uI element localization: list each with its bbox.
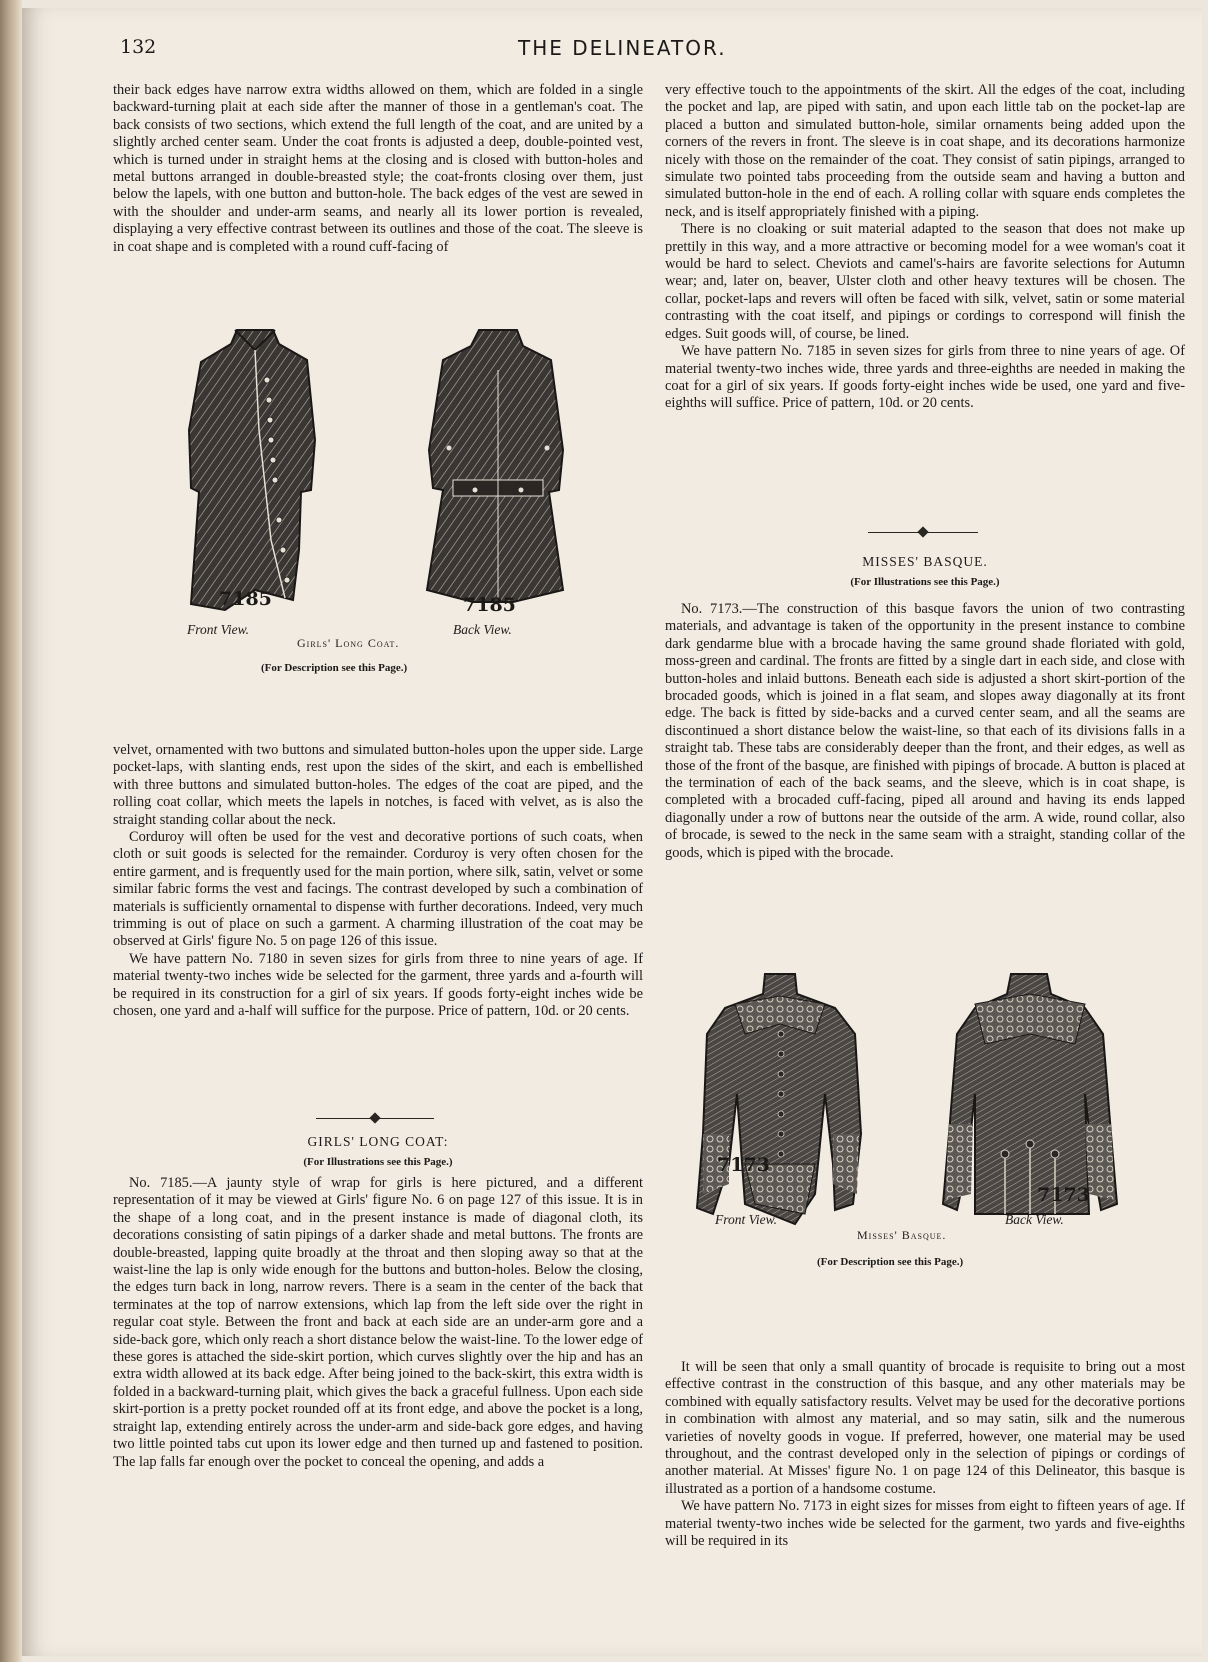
figure-number-back: 7185 — [463, 594, 516, 616]
figure-number-front: 7185 — [219, 588, 272, 610]
paragraph: velvet, ornamented with two buttons and simulated button-holes upon the upper side. Large pocket-laps, with slanting ends, rest upon the sides of the skirt, and each is embellished with three buttons and simulated button-holes. The edges of the coat are piped, and the rolling coat collar, which meets the lapels in notches, is faced with velvet, as is also the straight standing collar about the neck. — [113, 742, 643, 828]
left-column-text-top — [113, 82, 643, 256]
figure-label-front-view: Front View. — [715, 1212, 777, 1227]
paragraph: We have pattern No. 7185 in seven sizes for girls from three to nine years of age. Of material twenty-two inches wide, three yards and three-eighths are needed in making the coat for a girl of six years. If goods forty-eight inches wide be used, one yard and five-eighths will suffice. Price of pattern, 10d. or 20 cents. — [665, 343, 1185, 412]
section-divider-ornament — [868, 532, 978, 533]
paragraph: It will be seen that only a small quantity of brocade is requisite to bring out a most effective contrast in the construction of this basque, and any other materials may be combined with equally satisfactory results. Velvet may be used for the decorative portions in combination with almost any material, and so may satin, silk and the numerous varieties of novelty goods in vogue. If preferred, however, one material may be used throughout, and the contrast developed only in the selection of pipings or cordings of another material. At Misses' figure No. 1 on page 124 of this Delineator, this basque is illustrated as a portion of a handsome costume. — [665, 1359, 1185, 1497]
right-column-text-bottom — [665, 1359, 1185, 1550]
section-title: GIRLS' LONG COAT: — [307, 1134, 449, 1149]
figure-description-note: (For Description see this Page.) — [261, 662, 408, 674]
basque-front-view-illustration — [685, 964, 875, 1264]
figure-girls-long-coat — [113, 300, 643, 720]
paragraph: No. 7173.—The construction of this basque favors the union of two contrasting materials, and advantage is taken of the opportunity in the present instance to combine dark gendarme blue with a brocade having the same ground shade floriated with gold, moss-green and cardinal. The fronts are fitted by a single dart in each side, and close with button-holes and inlaid buttons. Beneath each side is adjusted a short skirt-portion of the brocaded goods, which is joined in a flat seam, and slopes away diagonally at its front edge. The back is fitted by side-backs and a curved center seam, and all the seams are discontinued a short distance below the waist-line, so that each of its divisions falls in a straight tab. These tabs are considerably deeper than the front, and their edges, as well as those of the front of the basque, are finished with pipings of brocade. A button is placed at the termination of each of the back seams, and the sleeve, which is in coat shape, is completed with a brocaded cuff-facing, piped all around and having its ends lapped diagonally under a row of buttons near the outside of the arm. A wide, round collar, also of brocade, is sewed to the neck in the same seam with a straight, standing collar of the goods, which is piped with the brocade. — [665, 601, 1185, 861]
figure-caption: Girls' Long Coat. — [297, 636, 400, 650]
paragraph: No. 7185.—A jaunty style of wrap for girls is here pictured, and a different representation of it may be viewed at Girls' figure No. 6 on page 127 of this issue. It is in the shape of a long coat, and in the present instance is made of diagonal cloth, its decorations consisting of satin pipings of a darker shade and metal buttons. The fronts are double-breasted, lapping quite broadly at the throat and then sloping away so that at the waist-line the lap is only wide enough for the buttons and button-holes. Below the closing, the edges turn back in long, narrow revers. There is a seam in the center of the back that terminates at the top of narrow extensions, which lap from the left side over the right in regular coat style. Between the front and back at each side are an under-arm gore and a side-back gore, which only reach a short distance below the waist-line. To the lower edge of these gores is attached the side-skirt portion, which curves slightly over the hip and has an extra width allowed at its back edge. After being joined to the back-skirt, this extra width is folded in a backward-turning plait, which gives the back a graceful fullness. Upon each side skirt-portion is a pretty pocket rounded off at its front edge, and above the pocket is a long, straight lap, extending entirely across the under-arm and side-back gore edges, and having two little pointed tabs cut upon its lower edge and then turned up and fastened to position. The lap falls far enough over the pocket to conceal the opening, and adds a — [113, 1175, 643, 1470]
figure-label-front-view: Front View. — [187, 622, 249, 637]
book-spine — [0, 0, 22, 1662]
page-header — [120, 36, 1180, 62]
paragraph: We have pattern No. 7180 in seven sizes for girls from three to nine years of age. If material twenty-two inches wide be selected for the garment, three yards and a-fourth will be required in its construction for a girl of six years. If goods forty-eight inches wide be chosen, one yard and a-half will suffice for the purpose. Price of pattern, 10d. or 20 cents. — [113, 950, 643, 1020]
page-number: 132 — [120, 36, 157, 58]
figure-label-back-view: Back View. — [1005, 1212, 1064, 1227]
coat-back-view-illustration — [413, 310, 583, 610]
section-heading-misses-basque — [665, 554, 1185, 588]
section-subtitle: (For Illustrations see this Page.) — [303, 1156, 453, 1168]
right-column-text-top — [665, 82, 1185, 413]
section-subtitle: (For Illustrations see this Page.) — [850, 576, 1000, 588]
right-column-text-middle — [665, 601, 1185, 862]
page-title: THE DELINEATOR. — [518, 36, 727, 60]
figure-description-note: (For Description see this Page.) — [817, 1256, 964, 1268]
section-heading-girls-long-coat — [118, 1134, 638, 1168]
figure-misses-basque — [665, 930, 1185, 1350]
paragraph: their back edges have narrow extra widths allowed on them, which are folded in a single backward-turning plait at each side after the manner of those in a gentleman's coat. The back consists of two sections, which extend the full length of the coat, and are united by a slightly arched center seam. Under the coat fronts is adjusted a deep, double-pointed vest, which is turned under in straight hems at the closing and is closed with button-holes and metal buttons arranged in double-breasted style; the coat-fronts closing over them, just below the lapels, with one button and button-hole. The back edges of the vest are sewed in with the shoulder and under-arm seams, and nearly all its lower portion is revealed, displaying a very effective contrast between its outlines and those of the coat. The sleeve is in coat shape and is completed with a round cuff-facing of — [113, 82, 643, 255]
figure-number-back: 7173 — [1037, 1184, 1090, 1206]
figure-label-back-view: Back View. — [453, 622, 512, 637]
paragraph: very effective touch to the appointments of the skirt. All the edges of the coat, including the pocket and lap, are piped with satin, and upon each little tab on the pocket-lap are placed a button and simulated button-hole, similar ornaments being added upon the corners of the revers in front. The sleeve is in coat shape, and its decorations harmonize nicely with those on the remainder of the coat. They consist of satin pipings, arranged to simulate two pointed tabs proceeding from the outside seam and having a button and simulated button-hole in the end of each. A rolling collar with square ends completes the neck, and is itself appropriately finished with a piping. — [665, 82, 1185, 220]
figure-number-front: 7173 — [717, 1154, 770, 1176]
section-title: MISSES' BASQUE. — [862, 554, 988, 569]
left-column-text-bottom — [113, 1175, 643, 1471]
paragraph: There is no cloaking or suit material adapted to the season that does not make up prettily in this way, and a more attractive or becoming model for a wee woman's coat it would be hard to select. Cheviots and camel's-hairs are favorite selections for Autumn wear; and, later on, beaver, Ulster cloth and other heavy textures will be chosen. The collar, pocket-laps and revers will often be faced with silk, velvet, satin or some material contrasting with the coat itself, and pipings or cordings to correspond will finish the edges. Suit goods will, of course, be lined. — [665, 221, 1185, 342]
figure-caption: Misses' Basque. — [857, 1228, 947, 1242]
paragraph: Corduroy will often be used for the vest and decorative portions of such coats, when cloth or suit goods is selected for the remainder. Corduroy is very often chosen for the entire garment, and is frequently used for the main portion, where silk, satin, velvet or some similar fabric forms the vest and facings. The contrast developed by such a combination of materials is sufficiently ornamental to dispense with further decorations. Indeed, very much trimming is out of place on such a garment. A charming illustration of the coat may be observed at Girls' figure No. 5 on page 126 of this issue. — [113, 829, 643, 950]
section-divider-ornament — [316, 1118, 434, 1119]
coat-front-view-illustration — [175, 320, 335, 620]
paragraph: We have pattern No. 7173 in eight sizes for misses from eight to fifteen years of age. If material twenty-two inches wide be selected for the garment, two yards and five-eighths will be required in its — [665, 1498, 1185, 1550]
left-column-text-middle — [113, 742, 643, 1021]
